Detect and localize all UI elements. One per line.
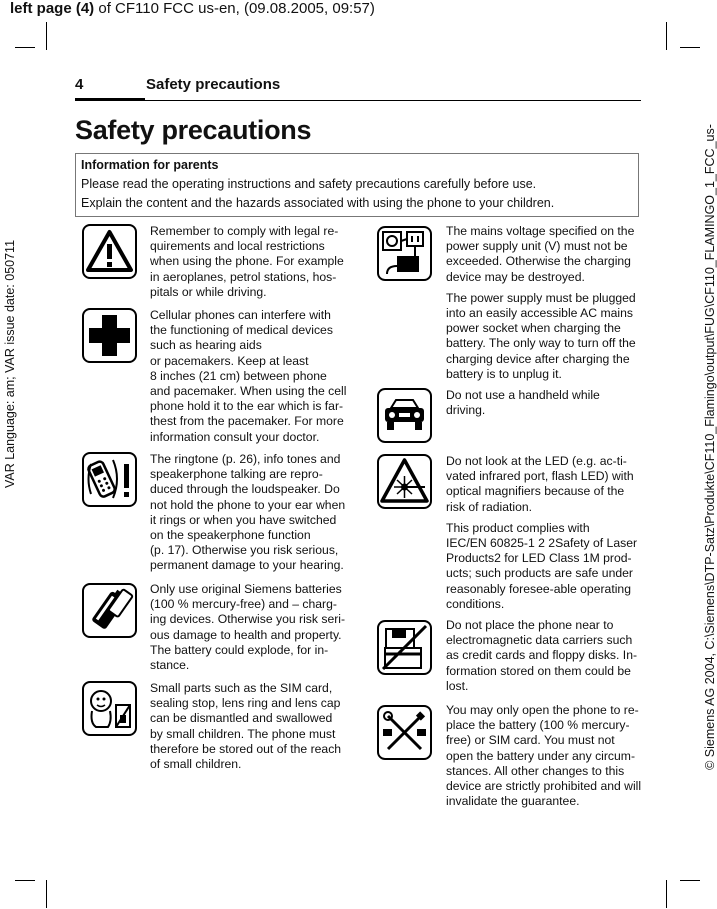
text-line: vated infrared port, flash LED) with — [446, 469, 634, 484]
text-line: therefore be stored out of the reach — [150, 741, 342, 756]
text-line: the functioning of medical devices — [150, 323, 333, 338]
loud-phone-icon — [82, 452, 137, 507]
text-line: conditions. — [446, 596, 505, 611]
text-line: stance. — [150, 658, 190, 673]
info-box-line: Explain the content and the hazards associated with using the phone to your children. — [81, 196, 555, 210]
header-rule — [75, 98, 145, 101]
text-line: Small parts such as the SIM card, — [150, 681, 333, 695]
text-line: Cellular phones can interfere with — [150, 308, 331, 322]
safety-item-medical — [150, 308, 346, 445]
text-line: (p. 17). Otherwise you risk serious, — [150, 543, 339, 558]
paragraph — [446, 291, 636, 382]
safety-item-magnetic — [446, 618, 637, 700]
text-line: power socket when charging the — [446, 321, 621, 336]
no-tools-icon — [377, 705, 432, 760]
text-line: lost. — [446, 678, 469, 693]
text-line: and pacemaker. When using the cell — [150, 384, 347, 399]
text-line: ucts; such products are safe under — [446, 566, 633, 581]
power-supply-icon — [377, 226, 432, 281]
text-line: of small children. — [150, 757, 242, 772]
text-line: speakerphone talking are repro- — [150, 467, 323, 482]
text-line: battery. The only way to turn off the — [446, 336, 636, 351]
text-line: ous damage to health and property. — [150, 627, 342, 642]
side-text-left: VAR Language: am; VAR issue date: 050711 — [3, 239, 17, 489]
text-line: phone hold it to the ear which is far- — [150, 399, 344, 414]
text-line: The power supply must be plugged — [446, 290, 636, 305]
paragraph — [446, 703, 641, 809]
battery-icon — [82, 583, 137, 638]
crop-mark — [46, 22, 47, 50]
safety-item-led — [446, 454, 637, 618]
text-line: into an easily accessible AC mains — [446, 306, 633, 321]
text-line: Remember to comply with legal re- — [150, 224, 339, 238]
text-line: The battery could explode, for in- — [150, 642, 329, 657]
crop-mark — [15, 47, 35, 48]
text-line: free) or SIM card. You must not — [446, 733, 615, 748]
text-line: by small children. The phone must — [150, 726, 336, 741]
text-line: reasonably foresee-able operating — [446, 581, 631, 596]
text-line: risk of radiation. — [446, 499, 533, 514]
text-line: duced through the loudspeaker. Do — [150, 482, 340, 497]
text-line: in aeroplanes, petrol stations, hos- — [150, 269, 337, 284]
text-line: information consult your doctor. — [150, 429, 320, 444]
text-line: optical magnifiers because of the — [446, 484, 625, 499]
text-line: sealing stop, lens ring and lens cap — [150, 696, 341, 711]
info-box-line: Please read the operating instructions and safety precautions carefully before use. — [81, 177, 537, 191]
crop-mark — [666, 22, 667, 50]
crop-mark — [666, 880, 667, 908]
text-line: IEC/EN 60825-1 2 2Safety of Laser — [446, 536, 638, 551]
safety-item-battery — [150, 582, 345, 673]
text-line: electromagnetic data carriers such — [446, 633, 633, 648]
car-icon — [377, 388, 432, 443]
text-line: Only use original Siemens batteries — [150, 582, 342, 596]
running-header-info: of CF110 FCC us-en, (09.08.2005, 09:57) — [94, 0, 375, 17]
text-line: thest from the pacemaker. For more — [150, 414, 344, 429]
text-line: (100 % mercury-free) and – charg- — [150, 597, 337, 612]
paragraph — [446, 454, 637, 515]
safety-item-driving — [446, 388, 600, 424]
text-line: battery is to unplug it. — [446, 366, 562, 381]
text-line: device may be destroyed. — [446, 269, 585, 284]
safety-item-small-parts — [150, 681, 341, 772]
text-line: device are strictly prohibited and will — [446, 779, 642, 794]
text-line: stances. All other changes to this — [446, 763, 625, 778]
text-line: invalidate the guarantee. — [446, 794, 580, 809]
text-line: Do not look at the LED (e.g. ac-ti- — [446, 454, 627, 468]
laser-warning-icon — [377, 454, 432, 509]
text-line: as credit cards and floppy disks. In- — [446, 648, 638, 663]
side-text-right: © Siemens AG 2004, C:\Siemens\DTP-Satz\Produkte\CF110_Flamingo\output\FUG\CF110_FLAMINGO_1_FCC_us- — [703, 124, 717, 770]
paragraph — [446, 388, 600, 418]
text-line: ing devices. Otherwise you risk seri- — [150, 612, 346, 627]
text-line: quirements and local restrictions — [150, 239, 325, 254]
text-line: it rings or when you have switched — [150, 512, 337, 527]
header-rule — [145, 100, 641, 101]
text-line: Do not place the phone near to — [446, 618, 614, 632]
child-small-parts-icon — [82, 681, 137, 736]
text-line: Do not use a handheld while — [446, 388, 600, 402]
text-line: place the battery (100 % mercury- — [446, 718, 630, 733]
text-line: can be dismantled and swallowed — [150, 711, 333, 726]
safety-item-opening — [446, 703, 641, 815]
safety-item-ringtone — [150, 452, 345, 574]
text-line: driving. — [446, 403, 486, 418]
text-line: pitals or while driving. — [150, 284, 267, 299]
text-line: 8 inches (21 cm) between phone — [150, 368, 327, 383]
text-line: charging device after charging the — [446, 351, 630, 366]
paragraph — [446, 521, 637, 612]
paragraph — [446, 224, 636, 285]
warning-triangle-icon — [82, 224, 137, 279]
no-magnetic-media-icon — [377, 620, 432, 675]
text-line: The ringtone (p. 26), info tones and — [150, 452, 341, 466]
text-line: or pacemakers. Keep at least — [150, 353, 309, 368]
running-header — [10, 0, 375, 17]
text-line: open the battery under any circum- — [446, 748, 636, 763]
text-line: Products2 for LED Class 1M prod- — [446, 551, 632, 566]
text-line: not hold the phone to your ear when — [150, 497, 346, 512]
text-line: This product complies with — [446, 520, 590, 535]
crop-mark — [46, 880, 47, 908]
text-line: on the speakerphone function — [150, 528, 311, 543]
medical-cross-icon — [82, 308, 137, 363]
page-number: 4 — [75, 76, 84, 93]
paragraph — [446, 618, 637, 694]
text-line: when using the phone. For example — [150, 254, 344, 269]
info-box-title: Information for parents — [81, 158, 219, 172]
page-title: Safety precautions — [75, 115, 312, 145]
text-line: You may only open the phone to re- — [446, 703, 639, 717]
text-line: exceeded. Otherwise the charging — [446, 254, 631, 269]
text-line: The mains voltage specified on the — [446, 224, 635, 238]
running-header-page: left page (4) — [10, 0, 95, 17]
text-line: permanent damage to your hearing. — [150, 558, 344, 573]
text-line: such as hearing aids — [150, 338, 262, 353]
safety-item-power-supply — [446, 224, 636, 388]
text-line: power supply unit (V) must not be — [446, 239, 628, 254]
text-line: formation stored on them could be — [446, 663, 631, 678]
crop-mark — [680, 880, 700, 881]
crop-mark — [15, 880, 35, 881]
info-box — [75, 153, 639, 217]
safety-item-legal — [150, 224, 344, 300]
crop-mark — [680, 47, 700, 48]
section-header: Safety precautions — [146, 76, 281, 93]
